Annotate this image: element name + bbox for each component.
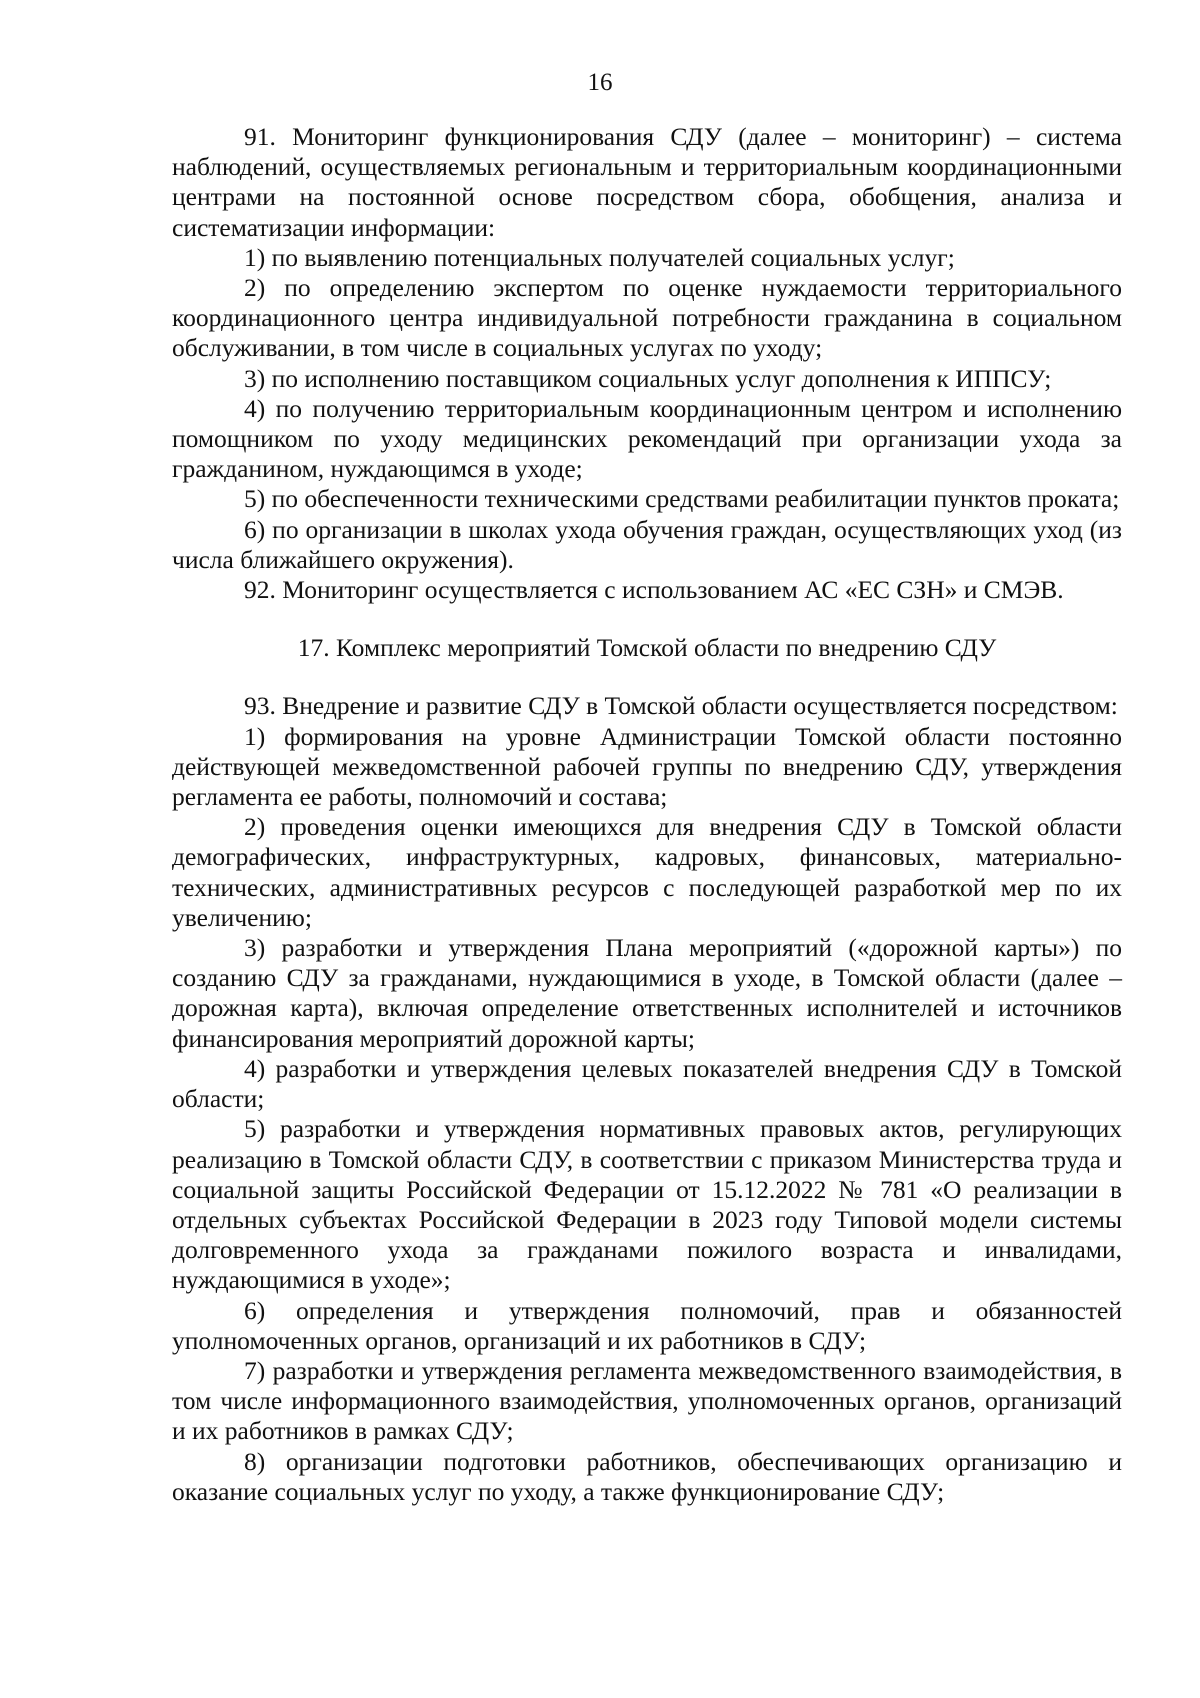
list-item-91-4: 4) по получению территориальным координационным центром и исполнению помощником по уходу медицинских рекомендаций при организации ухода за гражданином, нуждающимся в уходе; bbox=[172, 393, 1122, 484]
list-item-91-2: 2) по определению экспертом по оценке нуждаемости территориального координационного центра индивидуальной потребности гражданина в социальном обслуживании, в том числе в социальных услугах по уходу; bbox=[172, 273, 1122, 363]
list-item-93-3: 3) разработки и утверждения Плана мероприятий («дорожной карты») по созданию СДУ за гражданами, нуждающимися в уходе, в Томской области (далее – дорожная карта), включая определение ответственных исполнителей и источников финансирования мероприятий дорожной карты; bbox=[172, 933, 1122, 1053]
list-item-93-5: 5) разработки и утверждения нормативных правовых актов, регулирующих реализацию в Томской области СДУ, в соответствии с приказом Министерства труда и социальной защиты Российской Федерации от 15.12.2022 № 781 «О реализации в отдельных субъектах Российской Федерации в 2023 году Типовой модели системы долговременного ухода за гражданами пожилого возраста и инвалидами, нуждающимися в уходе»; bbox=[172, 1114, 1122, 1295]
list-item-93-7: 7) разработки и утверждения регламента межведомственного взаимодействия, в том числе информационного взаимодействия, уполномоченных органов, организаций и их работников в рамках СДУ; bbox=[172, 1355, 1122, 1446]
list-item-93-4: 4) разработки и утверждения целевых показателей внедрения СДУ в Томской области; bbox=[172, 1053, 1122, 1114]
list-item-93-1: 1) формирования на уровне Администрации Томской области постоянно действующей межведомственной рабочей группы по внедрению СДУ, утверждения регламента ее работы, полномочий и состава; bbox=[172, 721, 1122, 812]
list-item-91-5: 5) по обеспеченности техническими средствами реабилитации пунктов проката; bbox=[244, 484, 1120, 514]
page-number: 16 bbox=[587, 69, 613, 96]
list-item-91-6: 6) по организации в школах ухода обучения граждан, осуществляющих уход (из числа ближайшего окружения). bbox=[172, 514, 1122, 574]
paragraph-92: 92. Мониторинг осуществляется с использованием АС «ЕС СЗН» и СМЭВ. bbox=[244, 575, 1064, 605]
document-body bbox=[172, 122, 1122, 1507]
list-item-93-2: 2) проведения оценки имеющихся для внедрения СДУ в Томской области демографических, инфраструктурных, кадровых, финансовых, материально-технических, административных ресурсов с последующей разработкой мер по их увеличению; bbox=[172, 812, 1122, 932]
section-heading: 17. Комплекс мероприятий Томской области по внедрению СДУ bbox=[297, 633, 997, 663]
list-item-91-3: 3) по исполнению поставщиком социальных услуг дополнения к ИППСУ; bbox=[244, 363, 1052, 393]
list-item-91-1: 1) по выявлению потенциальных получателей социальных услуг; bbox=[244, 242, 955, 272]
paragraph-93: 93. Внедрение и развитие СДУ в Томской области осуществляется посредством: bbox=[244, 691, 1118, 721]
list-item-93-6: 6) определения и утверждения полномочий, прав и обязанностей уполномоченных органов, организаций и их работников в СДУ; bbox=[172, 1295, 1122, 1355]
paragraph-91: 91. Мониторинг функционирования СДУ (далее – мониторинг) – система наблюдений, осуществляемых региональным и территориальным координационными центрами на постоянной основе посредством сбора, обобщения, анализа и систематизации информации: bbox=[172, 122, 1122, 242]
list-item-93-8: 8) организации подготовки работников, обеспечивающих организацию и оказание социальных услуг по уходу, а также функционирование СДУ; bbox=[172, 1446, 1122, 1506]
